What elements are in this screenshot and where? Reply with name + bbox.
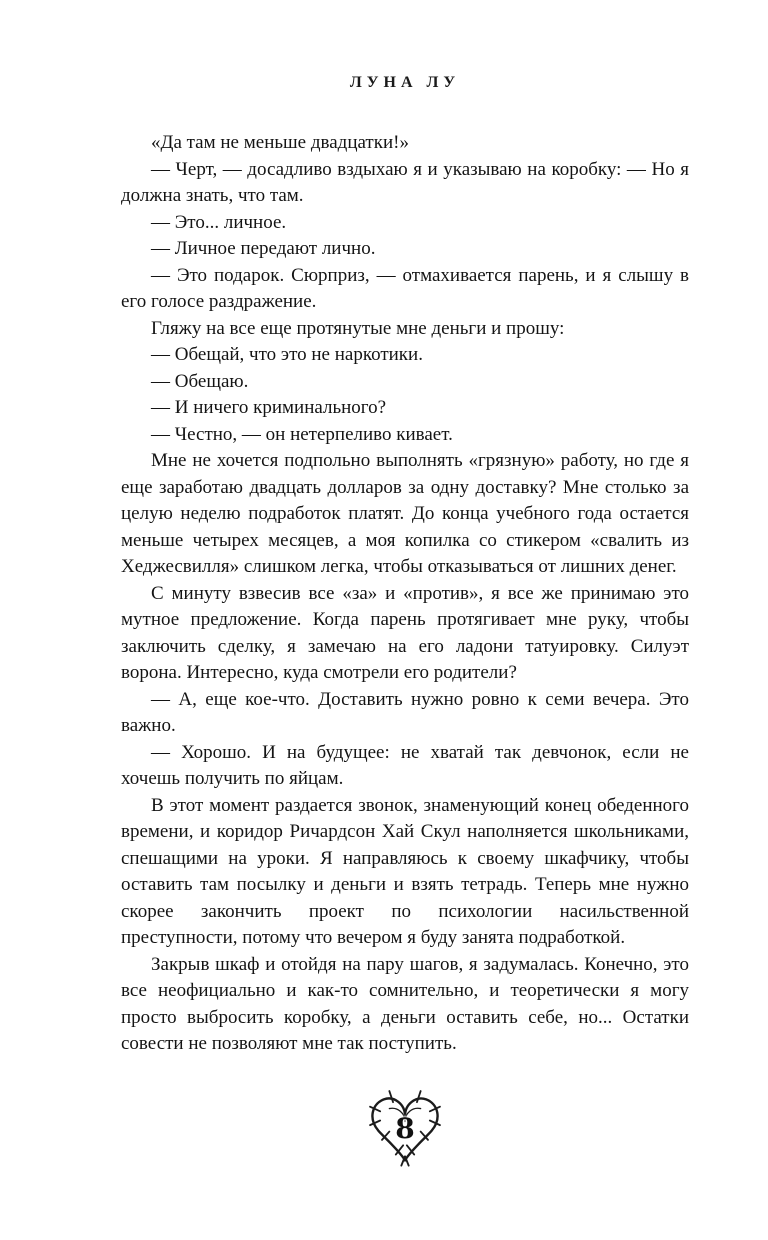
paragraph: — Черт, — досадливо вздыхаю я и указываю на коробку: — Но я должна знать, что там. bbox=[121, 158, 689, 206]
paragraph: Гляжу на все еще протянутые мне деньги и прошу: bbox=[151, 317, 565, 339]
paragraph: — Это подарок. Сюрприз, — отмахивается парень, и я слышу в его голосе раздражение. bbox=[121, 264, 689, 312]
paragraph: Мне не хочется подпольно выполнять «грязную» работу, но где я еще заработаю двадцать долларов за одну доставку? Мне столько за целую неделю подработок платят. До конца учебного года остается меньше четырех месяцев, а моя копилка со стикером «свалить из Хеджесвилля» слишком легка, чтобы отказываться от лишних денег. bbox=[121, 450, 689, 577]
paragraph: — Это... личное. bbox=[151, 211, 287, 233]
text-column bbox=[121, 0, 689, 1058]
page-number: 8 bbox=[395, 1112, 415, 1145]
paragraph: — Обещай, что это не наркотики. bbox=[151, 344, 423, 365]
page-footer bbox=[121, 1086, 689, 1196]
barbed-heart-icon bbox=[359, 1086, 451, 1190]
paragraph: Закрыв шкаф и отойдя на пару шагов, я задумалась. Конечно, это все неофициально и как-то сомнительно, и теоретически я могу просто выбросить коробку, а деньги оставить себе, но... Остатки совести не позволяют мне так поступить. bbox=[121, 953, 689, 1054]
paragraph: — И ничего криминального? bbox=[151, 397, 387, 418]
paragraph: В этот момент раздается звонок, знаменующий конец обеденного времени, и коридор Ричардсон Хай Скул наполняется школьниками, спешащими на уроки. Я направляюсь к своему шкафчику, чтобы оставить там посылку и деньги и взять тетрадь. Теперь мне нужно скорее закончить проект по психологии насильственной преступности, потому что вечером я буду занята подработкой. bbox=[121, 794, 689, 948]
paragraph: «Да там не меньше двадцатки!» bbox=[151, 132, 409, 153]
heart-ornament bbox=[359, 1086, 451, 1190]
paragraph: — Честно, — он нетерпеливо кивает. bbox=[151, 423, 453, 445]
paragraph: — Личное передают лично. bbox=[151, 238, 376, 259]
running-head: ЛУНА ЛУ bbox=[349, 74, 461, 91]
body-text bbox=[121, 130, 689, 1058]
paragraph: — Обещаю. bbox=[151, 370, 249, 392]
paragraph: — Хорошо. И на будущее: не хватай так девчонок, если не хочешь получить по яйцам. bbox=[121, 741, 689, 789]
paragraph: — А, еще кое-что. Доставить нужно ровно к семи вечера. Это важно. bbox=[121, 688, 689, 736]
paragraph: С минуту взвесив все «за» и «против», я все же принимаю это мутное предложение. Когда парень протягивает мне руку, чтобы заключить сделку, я замечаю на его ладони татуировку. Силуэт ворона. Интересно, куда смотрели его родители? bbox=[121, 582, 689, 683]
